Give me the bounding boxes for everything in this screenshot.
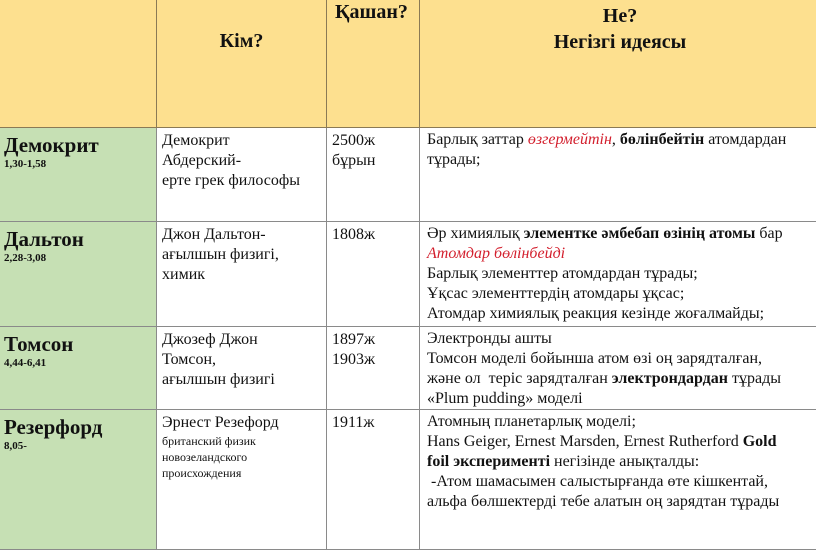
who-line: ағылшын физигі,	[162, 245, 326, 265]
when-line: 1911ж	[332, 413, 419, 433]
table-row-dalton	[0, 222, 816, 327]
idea-bold: электрондардан	[612, 370, 728, 387]
when-line: 1808ж	[332, 225, 419, 245]
what-cell	[420, 327, 816, 410]
who-line: Джон Дальтон-	[162, 225, 326, 245]
header-who	[157, 0, 327, 128]
idea-highlight: Атомдар бөлінбейді	[427, 244, 816, 264]
header-when	[327, 0, 420, 128]
when-line: 2500ж	[332, 131, 419, 151]
scientist-cell	[0, 222, 157, 327]
header-who-label: Кім?	[157, 0, 326, 53]
idea-text: тұрады	[728, 370, 781, 387]
who-cell	[157, 222, 327, 327]
idea-line	[427, 224, 816, 244]
header-row	[0, 0, 816, 128]
idea-text: бар	[755, 225, 782, 242]
idea-line	[427, 369, 816, 389]
who-line: британский физик	[162, 433, 326, 449]
table-row-democritus	[0, 128, 816, 222]
idea-bold: foil эксперименті	[427, 453, 550, 470]
when-cell	[327, 327, 420, 410]
table-row-rutherford	[0, 410, 816, 550]
idea-line: Ұқсас элементтердің атомдары ұқсас;	[427, 284, 816, 304]
idea-line: Электронды ашты	[427, 329, 816, 349]
scientist-cell	[0, 410, 157, 550]
idea-text: Әр химиялық	[427, 225, 524, 242]
who-line: Эрнест Резефорд	[162, 413, 326, 433]
idea-line: тұрады;	[427, 150, 816, 170]
idea-line: Атомның планетарлық моделі;	[427, 412, 816, 432]
header-what-line2: Негізгі идеясы	[420, 29, 816, 55]
idea-line: Барлық элементтер атомдардан тұрады;	[427, 264, 816, 284]
table-row-thomson	[0, 327, 816, 410]
scientist-cell	[0, 327, 157, 410]
idea-text: негізінде анықталды:	[550, 453, 699, 470]
when-line: бұрын	[332, 151, 419, 171]
video-timecode: 1,30-1,58	[4, 157, 156, 171]
who-line: новозеландского	[162, 449, 326, 465]
when-line: 1903ж	[332, 350, 419, 370]
who-line: Демокрит	[162, 131, 326, 151]
when-cell	[327, 128, 420, 222]
idea-text: Hans Geiger, Ernest Marsden, Ernest Rutherford	[427, 433, 743, 450]
scientist-name: Томсон	[4, 333, 156, 355]
idea-text: ,	[612, 131, 620, 148]
idea-text: атомдардан	[704, 131, 786, 148]
header-when-label: Қашан?	[327, 0, 419, 24]
idea-text: Барлық заттар	[427, 131, 528, 148]
idea-bold: Gold	[743, 433, 777, 450]
idea-line	[427, 130, 816, 150]
who-line: ерте грек философы	[162, 171, 326, 191]
who-line: Абдерский-	[162, 151, 326, 171]
idea-line: альфа бөлшектерді тебе алатын оң зарядтан тұрады	[427, 492, 816, 512]
idea-bold: элементке әмбебап өзінің атомы	[524, 225, 756, 242]
when-cell	[327, 410, 420, 550]
who-line: происхождения	[162, 465, 326, 481]
idea-highlight: өзгермейтін	[528, 131, 612, 148]
who-line: ағылшын физигі	[162, 370, 326, 390]
who-line: Томсон,	[162, 350, 326, 370]
idea-line: Атомдар химиялық реакция кезінде жоғалмайды;	[427, 304, 816, 324]
who-cell	[157, 327, 327, 410]
what-cell	[420, 128, 816, 222]
idea-line	[427, 452, 816, 472]
idea-line: «Plum pudding» моделі	[427, 389, 816, 409]
idea-text: және ол теріс зарядталған	[427, 370, 612, 387]
idea-line: -Атом шамасымен салыстырғанда өте кішкентай,	[427, 472, 816, 492]
header-what-line1: Не?	[420, 3, 816, 29]
video-timecode: 4,44-6,41	[4, 356, 156, 370]
header-what	[420, 0, 816, 128]
who-cell	[157, 128, 327, 222]
when-cell	[327, 222, 420, 327]
who-line: химик	[162, 265, 326, 285]
idea-line	[427, 432, 816, 452]
who-line: Джозеф Джон	[162, 330, 326, 350]
idea-bold: бөлінбейтін	[620, 131, 704, 148]
video-timecode: 8,05-	[4, 439, 156, 453]
scientist-name: Резерфорд	[4, 416, 156, 438]
what-cell	[420, 410, 816, 550]
when-line: 1897ж	[332, 330, 419, 350]
video-timecode: 2,28-3,08	[4, 251, 156, 265]
idea-line: Томсон моделі бойынша атом өзі оң зарядталған,	[427, 349, 816, 369]
what-cell	[420, 222, 816, 327]
header-empty-cell	[0, 0, 157, 128]
scientist-cell	[0, 128, 157, 222]
scientist-name: Дальтон	[4, 228, 156, 250]
scientist-name: Демокрит	[4, 134, 156, 156]
who-cell	[157, 410, 327, 550]
header-what-label	[420, 0, 816, 55]
